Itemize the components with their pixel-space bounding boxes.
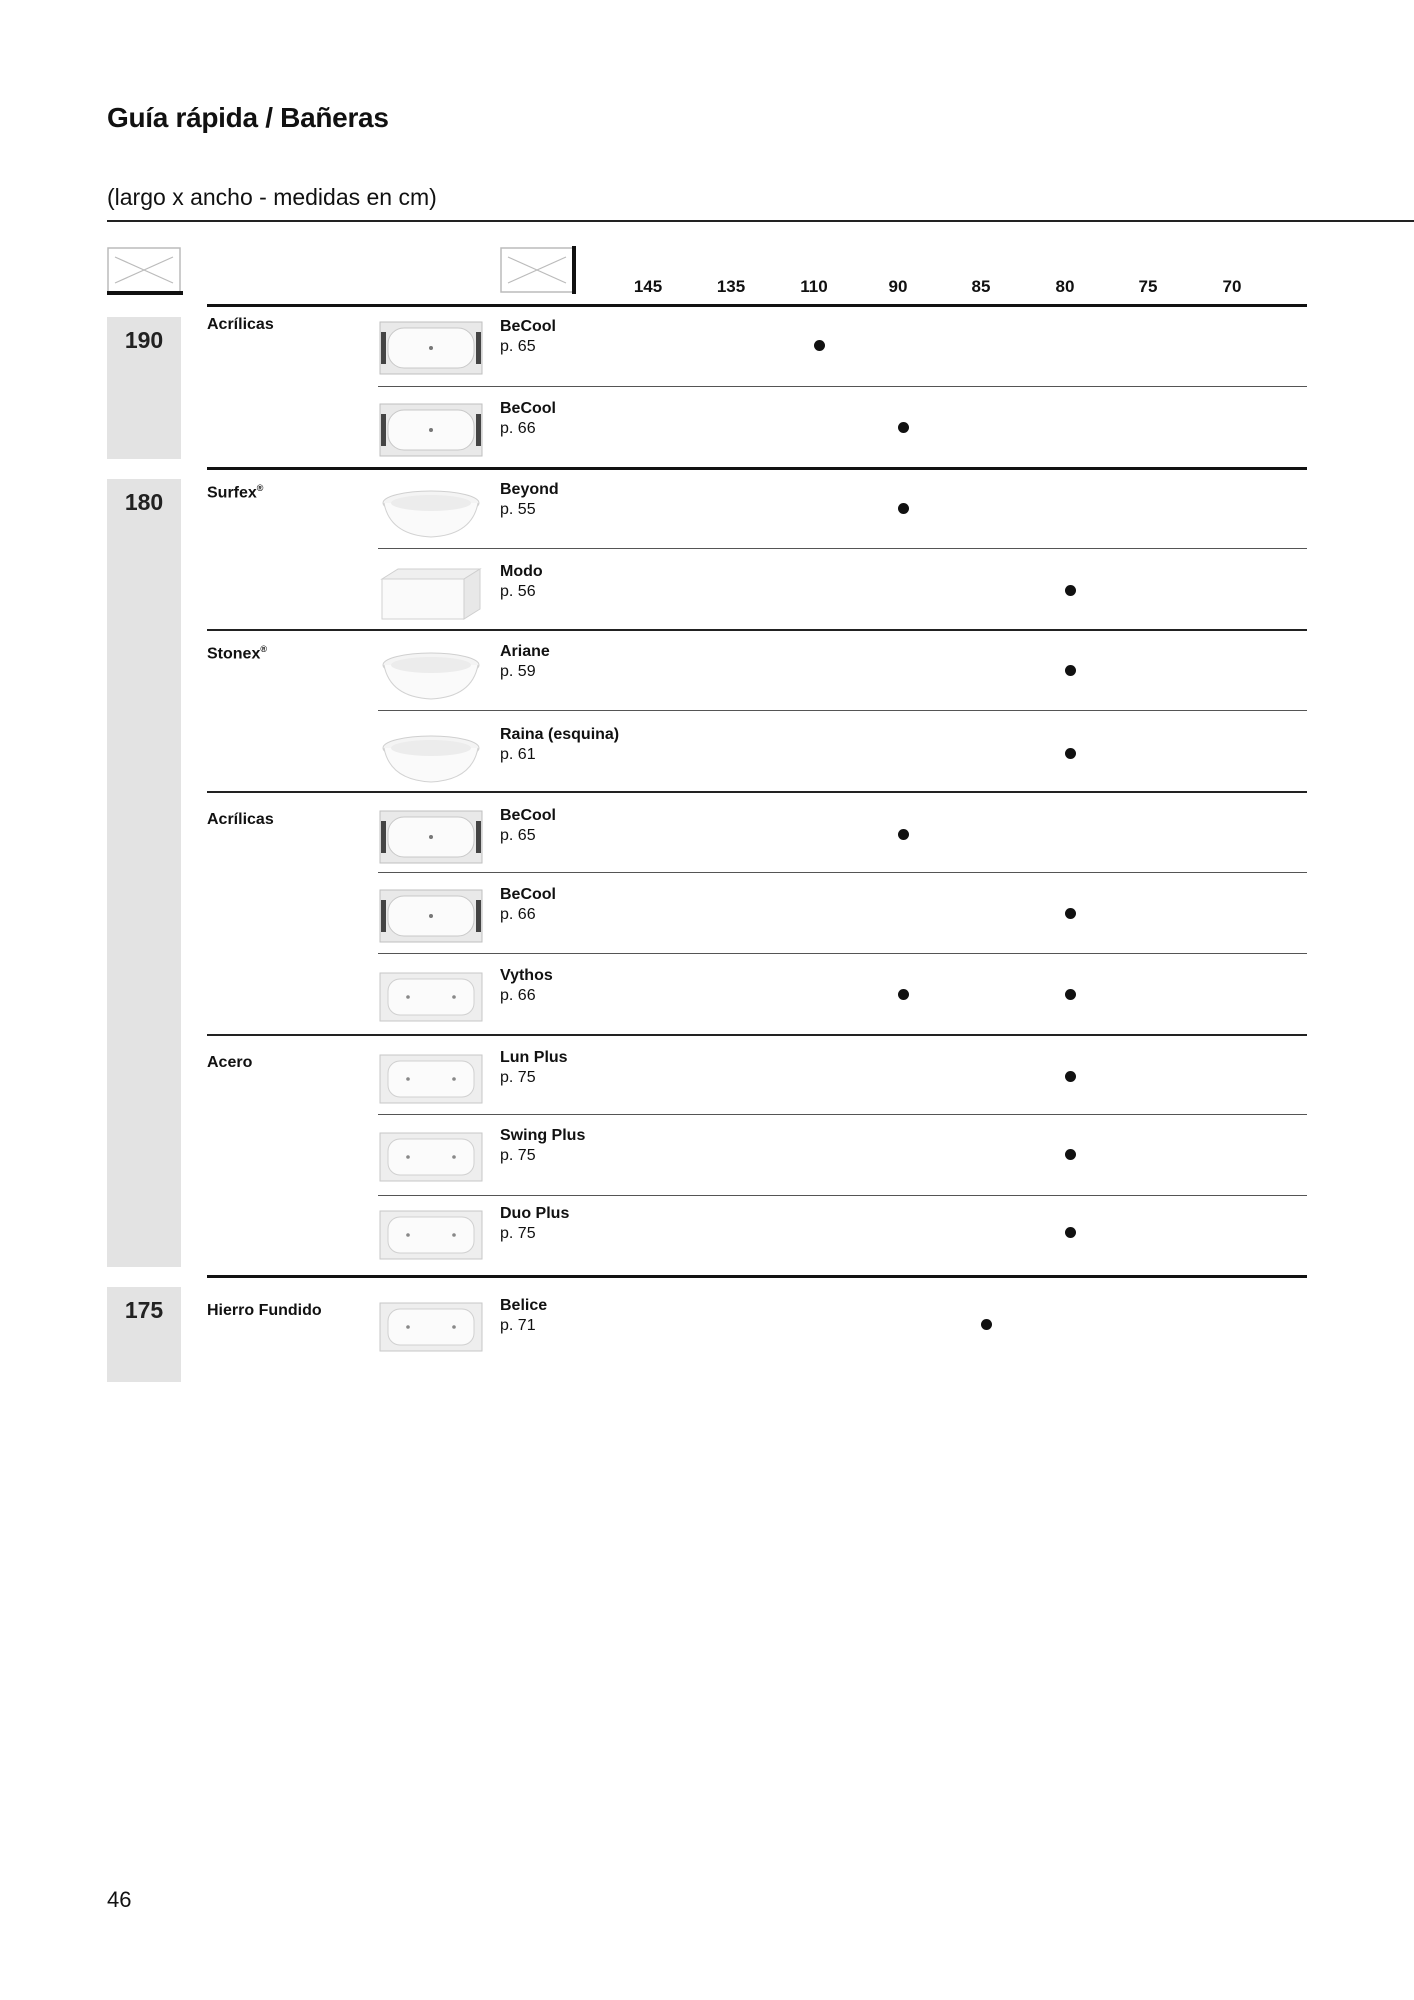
bathtub-thumbnail [378, 1127, 484, 1187]
top-divider [107, 220, 1414, 222]
product-name: Swing Plus [500, 1127, 586, 1144]
length-divider [207, 1275, 1307, 1278]
product-page-ref: p. 66 [500, 420, 536, 437]
product-name: Ariane [500, 643, 550, 660]
product-page-ref: p. 75 [500, 1225, 536, 1242]
length-label: 190 [124, 327, 164, 353]
availability-dot [1065, 665, 1076, 676]
row-divider [378, 548, 1307, 549]
bathtub-thumbnail [378, 1049, 484, 1109]
product-name: Vythos [500, 967, 553, 984]
product-page-ref: p. 75 [500, 1069, 536, 1086]
material-divider [207, 791, 1307, 793]
material-label: Acero [207, 1054, 253, 1071]
availability-dot [814, 340, 825, 351]
page-subtitle: (largo x ancho - medidas en cm) [107, 184, 437, 210]
product-page-ref: p. 56 [500, 583, 536, 600]
page-number: 46 [107, 1887, 132, 1912]
availability-dot [1065, 1149, 1076, 1160]
row-divider [378, 872, 1307, 873]
width-header: 110 [800, 277, 828, 296]
material-divider [207, 629, 1307, 631]
header-divider [207, 304, 1307, 307]
product-name: Modo [500, 563, 543, 580]
material-label: Acrílicas [207, 316, 274, 333]
row-divider [378, 1114, 1307, 1115]
product-page-ref: p. 65 [500, 338, 536, 355]
availability-dot [898, 503, 909, 514]
availability-dot [981, 1319, 992, 1330]
width-header: 135 [716, 277, 746, 296]
length-divider [207, 467, 1307, 470]
bathtub-thumbnail [378, 1205, 484, 1265]
bathtub-thumbnail [378, 643, 484, 703]
availability-dot [1065, 1227, 1076, 1238]
bathtub-thumbnail [378, 400, 484, 460]
availability-dot [1065, 1071, 1076, 1082]
bathtub-thumbnail [378, 1297, 484, 1357]
availability-dot [898, 829, 909, 840]
length-block [107, 479, 181, 1267]
availability-dot [898, 989, 909, 1000]
bathtub-thumbnail [378, 481, 484, 541]
bathtub-thumbnail [378, 886, 484, 946]
bathtub-thumbnail [378, 967, 484, 1027]
width-header: 70 [1222, 277, 1242, 296]
product-name: Raina (esquina) [500, 726, 620, 743]
product-page-ref: p. 75 [500, 1147, 536, 1164]
bathtub-thumbnail [378, 563, 484, 623]
material-label: Hierro Fundido [207, 1302, 322, 1319]
product-name: BeCool [500, 886, 556, 903]
material-label: Surfex® [207, 483, 264, 502]
product-page-ref: p. 59 [500, 663, 536, 680]
availability-dot [1065, 585, 1076, 596]
row-divider [378, 953, 1307, 954]
row-divider [378, 1195, 1307, 1196]
width-header: 85 [971, 277, 991, 296]
product-name: BeCool [500, 400, 556, 417]
product-name: Beyond [500, 481, 559, 498]
product-name: Duo Plus [500, 1205, 570, 1222]
availability-dot [1065, 989, 1076, 1000]
row-divider [378, 386, 1307, 387]
width-dimension-icon [500, 247, 574, 293]
availability-dot [1065, 748, 1076, 759]
length-label: 175 [124, 1297, 164, 1323]
product-page-ref: p. 65 [500, 827, 536, 844]
width-icon-bar [572, 246, 576, 294]
product-page-ref: p. 71 [500, 1317, 536, 1334]
bathtub-thumbnail [378, 807, 484, 867]
width-header: 145 [633, 277, 663, 296]
product-name: Lun Plus [500, 1049, 568, 1066]
bathtub-thumbnail [378, 726, 484, 786]
width-header: 90 [888, 277, 908, 296]
bathtub-thumbnail [378, 318, 484, 378]
material-divider [207, 1034, 1307, 1036]
length-dimension-icon [107, 247, 181, 293]
length-label: 180 [124, 489, 164, 515]
page-title: Guía rápida / Bañeras [107, 102, 389, 133]
width-header: 80 [1055, 277, 1075, 296]
material-label: Stonex® [207, 644, 267, 663]
row-divider [378, 710, 1307, 711]
product-name: BeCool [500, 318, 556, 335]
product-page-ref: p. 66 [500, 987, 536, 1004]
availability-dot [1065, 908, 1076, 919]
material-label: Acrílicas [207, 811, 274, 828]
width-header: 75 [1138, 277, 1158, 296]
product-name: BeCool [500, 807, 556, 824]
length-icon-underline [107, 291, 183, 295]
product-page-ref: p. 66 [500, 906, 536, 923]
product-page-ref: p. 55 [500, 501, 536, 518]
availability-dot [898, 422, 909, 433]
product-name: Belice [500, 1297, 548, 1314]
product-page-ref: p. 61 [500, 746, 536, 763]
